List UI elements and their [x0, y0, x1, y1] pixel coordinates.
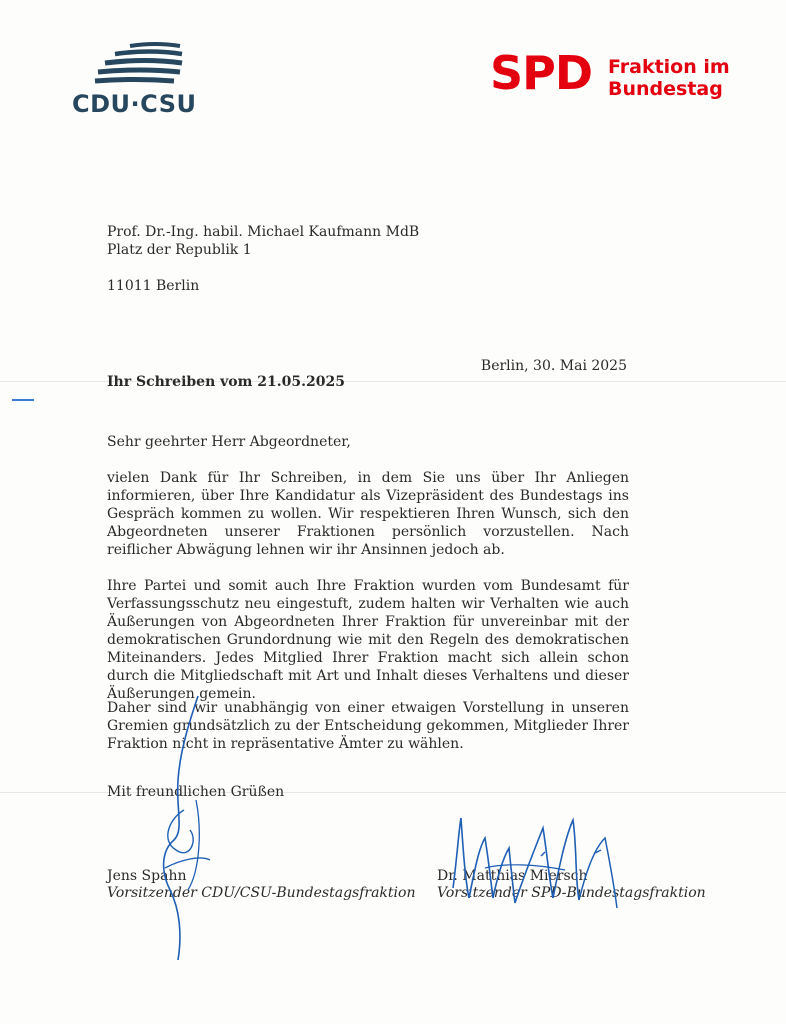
cdu-wordmark: CDU·CSU	[72, 90, 197, 118]
recipient-name: Prof. Dr.-Ing. habil. Michael Kaufmann MdB	[107, 224, 420, 240]
spd-wordmark: SPD	[490, 46, 593, 100]
cdu-csu-logo	[70, 38, 205, 118]
recipient-city: 11011 Berlin	[107, 278, 200, 294]
body-paragraph-3: Daher sind wir unabhängig von einer etwaigen Vorstellung in unseren Gremien grundsätzlich zu der Entscheidung gekommen, Mitglieder Ihrer Fraktion nicht in repräsentative Ämter zu wählen.	[107, 700, 629, 752]
salutation: Sehr geehrter Herr Abgeordneter,	[107, 434, 351, 450]
signature-spahn	[140, 690, 230, 970]
signatory-2-role: Vorsitzender SPD-Bundestagsfraktion	[437, 885, 706, 901]
spd-subtitle	[608, 56, 730, 100]
spd-subtitle-line1: Fraktion im	[608, 56, 730, 78]
body-paragraph-1: vielen Dank für Ihr Schreiben, in dem Sie uns über Ihr Anliegen informieren, über Ihre Kandidatur als Vizepräsident des Bundestags ins Gespräch kommen zu wollen. Wir respektieren Ihren Wunsch, sich den Abgeordneten unserer Fraktionen persönlich vorzustellen. Nach reiflicher Abwägung lehnen wir ihr Ansinnen jedoch ab.	[107, 470, 629, 558]
signatory-2-name: Dr. Matthias Miersch	[437, 868, 588, 884]
cdu-arcs-icon	[70, 38, 205, 90]
body-paragraph-2: Ihre Partei und somit auch Ihre Fraktion wurden vom Bundesamt für Verfassungsschutz neu eingestuft, zudem halten wir Verhalten wie auch Äußerungen von Abgeordneten Ihrer Fraktion für unvereinbar mit der demokratischen Grundordnung wie mit den Regeln des demokratischen Miteinanders. Jedes Mitglied Ihrer Fraktion macht sich allein schon durch die Mitgliedschaft mit Art und Inhalt dieses Verhaltens und dieser Äußerungen gemein.	[107, 578, 629, 702]
closing: Mit freundlichen Grüßen	[107, 784, 285, 800]
spd-subtitle-line2: Bundestag	[608, 78, 723, 100]
spd-logo	[490, 46, 750, 108]
recipient-street: Platz der Republik 1	[107, 242, 252, 258]
place-date: Berlin, 30. Mai 2025	[480, 358, 627, 374]
reference-line: Ihr Schreiben vom 21.05.2025	[107, 374, 345, 390]
signatory-1-name: Jens Spahn	[107, 868, 187, 884]
signatory-1-role: Vorsitzender CDU/CSU-Bundestagsfraktion	[107, 885, 416, 901]
fold-mark	[12, 399, 34, 401]
signature-miersch	[445, 808, 635, 918]
